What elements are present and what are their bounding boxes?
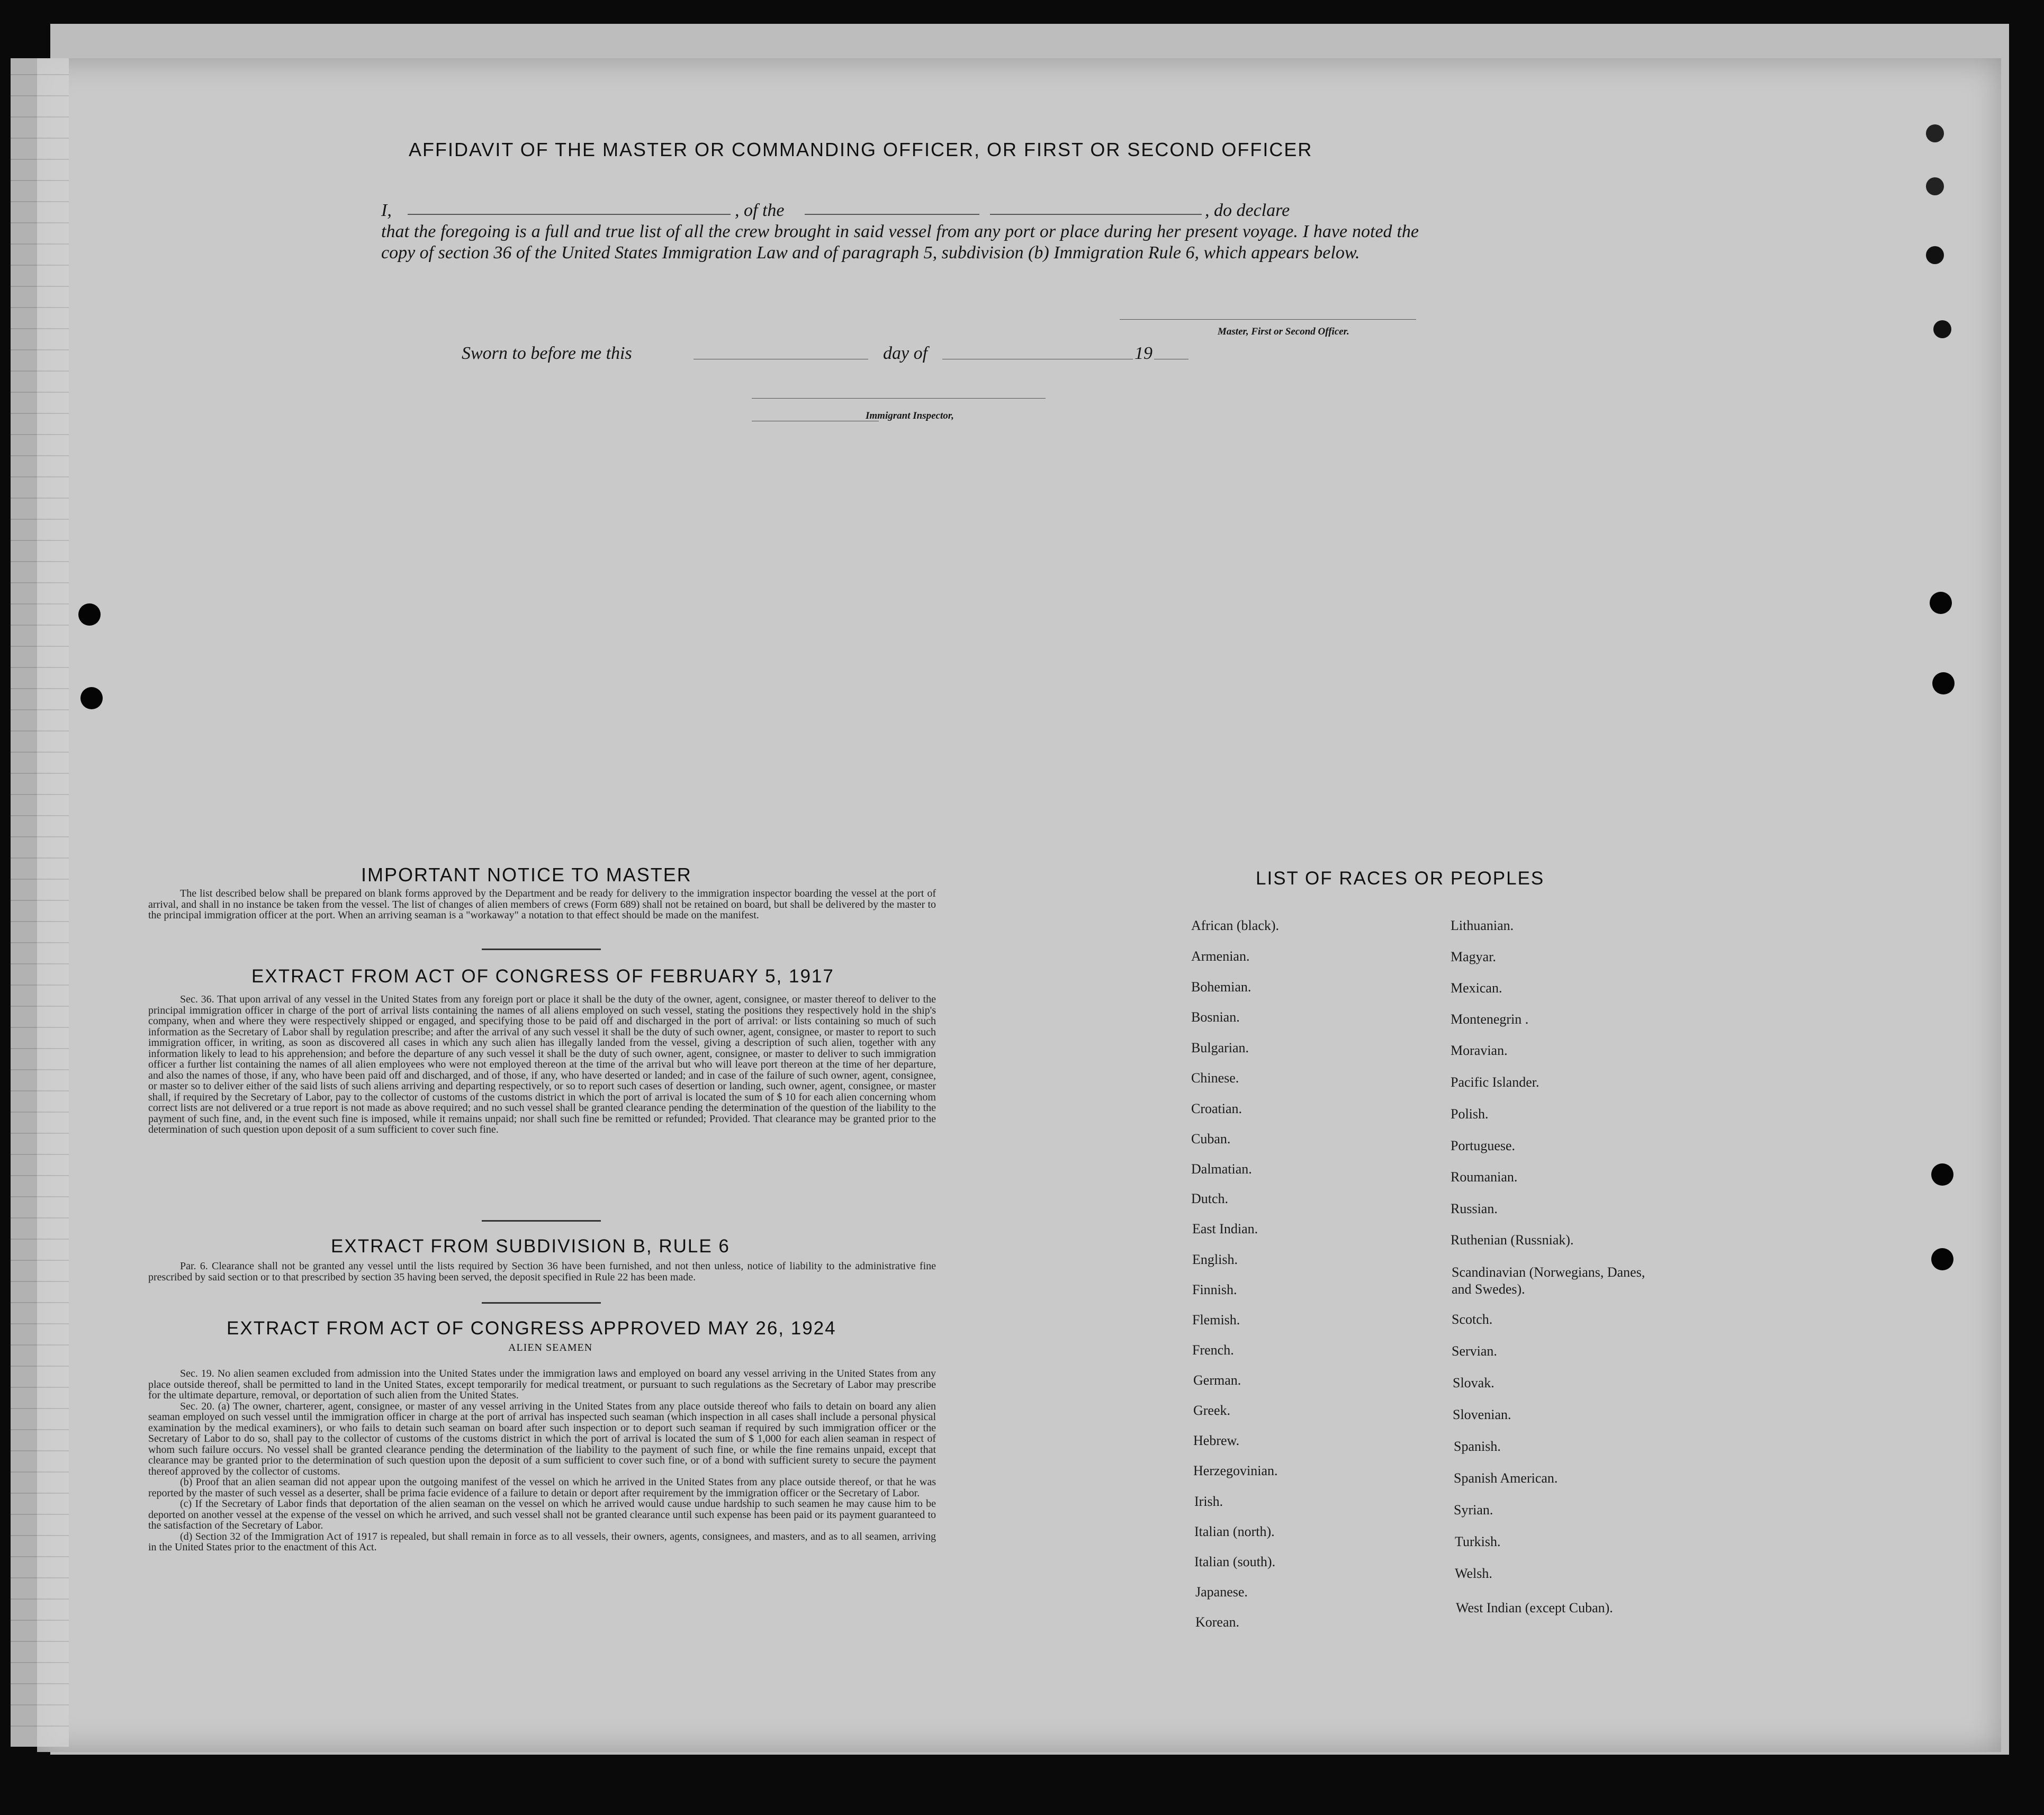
race-item: Japanese. xyxy=(1195,1584,1248,1600)
extract-1917-title: EXTRACT FROM ACT OF CONGRESS OF FEBRUARY 5, 1917 xyxy=(251,966,834,987)
punch-hole-icon xyxy=(1932,672,1955,694)
subdivision-b-title: EXTRACT FROM SUBDIVISION B, RULE 6 xyxy=(331,1236,730,1257)
race-item: Armenian. xyxy=(1191,949,1250,964)
race-item: Montenegrin . xyxy=(1451,1012,1529,1027)
race-item: Dalmatian. xyxy=(1191,1161,1252,1177)
race-item: Ruthenian (Russniak). xyxy=(1451,1232,1574,1248)
extract-1924-title: EXTRACT FROM ACT OF CONGRESS APPROVED MAY 26, 1924 xyxy=(227,1318,836,1339)
punch-hole-icon xyxy=(1926,246,1944,264)
punch-hole-icon xyxy=(1930,592,1952,614)
inspector-signature-field[interactable] xyxy=(752,398,1046,399)
sworn-label: Sworn to before me this xyxy=(462,344,632,363)
race-item: Moravian. xyxy=(1451,1043,1508,1058)
races-title: LIST OF RACES OR PEOPLES xyxy=(1256,868,1545,889)
race-item: Dutch. xyxy=(1191,1191,1229,1206)
section-20c-paragraph: (c) If the Secretary of Labor finds that deportation of the alien seaman on the vessel on which he arrived would cause undue hardship to such seamen he may cause him to be deported on another vessel at the expense of the vessel on which he arrived, and such vessel shall not be granted clearance until such expense has been paid or its payment guaranteed to the satisfaction of the Secretary of Labor. xyxy=(148,1498,936,1531)
race-item: Servian. xyxy=(1452,1343,1497,1359)
affidavit-declaration xyxy=(381,200,1419,264)
race-item: Mexican. xyxy=(1451,980,1502,996)
subdivision-b-paragraph: Par. 6. Clearance shall not be granted any vessel until the lists required by Section 36 have been furnished, and not then unless, notice of liability to the administrative fine prescribed by said section or to that prescribed by section 35 having been served, the deposit specified in Rule 22 has been made. xyxy=(148,1260,936,1283)
notice-paragraph: The list described below shall be prepared on blank forms approved by the Department and be ready for delivery to the immigration inspector boarding the vessel at the port of arrival, and shall in no instance be taken from the vessel. The list of changes of alien members of crews (Form 689) shall not be retained on board, but shall be delivered by the master to the principal immigration officer at the port. When an arriving seaman is a "workaway" a notation to that effect should be made on the manifest. xyxy=(148,888,936,921)
race-item: Irish. xyxy=(1194,1494,1223,1509)
race-item: Lithuanian. xyxy=(1451,918,1514,933)
race-item: West Indian (except Cuban). xyxy=(1456,1600,1613,1615)
race-item: Italian (south). xyxy=(1194,1554,1276,1569)
race-item: Flemish. xyxy=(1192,1312,1240,1328)
inspector-caption: Immigrant Inspector, xyxy=(866,410,954,421)
race-item: Hebrew. xyxy=(1193,1433,1240,1448)
affidavit-body: that the foregoing is a full and true list of all the crew brought in said vessel from any port or place during her present voyage. I have noted the copy of section 36 of the United States Immigration Law and of paragraph 5, subdivision (b) Immigration Rule 6, which appears below. xyxy=(381,222,1419,263)
race-item: Greek. xyxy=(1193,1403,1231,1418)
race-item: Welsh. xyxy=(1455,1566,1492,1581)
race-item: Scandinavian (Norwegians, Danes, and Swedes). xyxy=(1452,1265,1645,1297)
race-item: Herzegovinian. xyxy=(1193,1463,1278,1478)
year-label: 19 xyxy=(1134,344,1152,363)
section-20d-paragraph: (d) Section 32 of the Immigration Act of 1917 is repealed, but shall remain in force as to all vessels, their owners, agents, consignees, and masters, and as to all seamen, arriving in the United States prior to the enactment of this Act. xyxy=(148,1530,936,1553)
race-item: Portuguese. xyxy=(1451,1138,1516,1153)
race-item: Spanish. xyxy=(1454,1439,1501,1454)
race-item: Croatian. xyxy=(1191,1101,1242,1116)
extract-1917-body xyxy=(148,994,936,1135)
race-item: East Indian. xyxy=(1192,1221,1258,1236)
ledger-strip xyxy=(11,58,69,1747)
punch-hole-icon xyxy=(1926,124,1944,142)
race-item: German. xyxy=(1193,1372,1241,1388)
master-signature-field[interactable] xyxy=(1120,319,1416,320)
punch-hole-icon xyxy=(1926,177,1944,195)
punch-hole-icon xyxy=(78,603,101,626)
extract-1924-body xyxy=(148,1368,936,1553)
race-item: Italian (north). xyxy=(1194,1524,1275,1539)
race-item: English. xyxy=(1192,1252,1238,1267)
race-item: Magyar. xyxy=(1451,949,1496,964)
subdivision-b-body xyxy=(148,1261,936,1283)
extract-1917-paragraph: Sec. 36. That upon arrival of any vessel in the United States from any foreign port or place it shall be the duty of the owner, agent, consignee, or master thereof to deliver to the principal immigration officer in charge of the port of arrival lists containing the names of all aliens employed on such vessel, stating the positions they respectively hold in the ship's company, when and where they were respectively shipped or engaged, and specifying those to be paid off and discharged in the port of arrival: or lists containing so much of such information as the Secretary of Labor shall by regulation prescribe; and after the arrival of any such vessel it shall be the duty of such owner, agent, consignee, or master to report to such immigration officer, in writing, as soon as discovered all cases in which any such alien has illegally landed from the vessel, giving a description of such alien, together with any information likely to lead to his apprehension; and before the departure of any such vessel it shall be the duty of such owner, agent, consignee, or master to deliver to such immigration officer a further list containing the names of all alien employees who were not employed thereon at the time of the arrival but who will leave port thereon at the time of her departure, and also the names of those, if any, who have been paid off and discharged, and of those, if any, who have deserted or landed; and in case of the failure of such owner, agent, consignee, or master so to deliver either of the said lists of such aliens arriving and departing respectively, or so to report such cases of desertion or landing, such owner, agent, consignee, or master shall, if required by the Secretary of Labor, pay to the collector of customs of the customs district in which the port of arrival is located the sum of $ 10 for each alien concerning whom correct lists are not delivered or a true report is not made as above required; and no such vessel shall be granted clearance pending the determination of the question of the liability to the payment of such fine, and, in the event such fine is imposed, while it remains unpaid; nor shall such fine be remitted or refunded; Provided. That clearance may be granted prior to the determination of such question upon deposit of a sum sufficient to cover such fine. xyxy=(148,994,936,1135)
race-item: Slovenian. xyxy=(1453,1407,1511,1422)
of-the-label: , of the xyxy=(735,201,785,220)
section-20a-paragraph: Sec. 20. (a) The owner, charterer, agent, consignee, or master of any vessel arriving in the United States from any place outside thereof who fails to detain on board any alien seaman employed on such vessel until the immigration officer in charge at the port of arrival has inspected such seaman (which inspection in all cases shall include a personal physical examination by the medical examiners), or who fails to detain such seaman on board after such inspection or to deport such seaman if required by such immigration officer or the Secretary of Labor to do so, shall pay to the collector of customs of the customs district in which the port of arrival is located the sum of $ 1,000 for each alien seaman in respect of whom such failure occurs. No vessel shall be granted clearance pending the determination of the liability to the payment of such fine, or while the fine remains unpaid, except that clearance may be granted prior to the determination of such question upon the deposit of a sum sufficient to cover such fine, or of a bond with sufficient surety to secure the payment thereof approved by the collector of customs. xyxy=(148,1400,936,1477)
affidavit-title: AFFIDAVIT OF THE MASTER OR COMMANDING OFFICER, OR FIRST OR SECOND OFFICER xyxy=(409,139,1313,160)
race-item: Bohemian. xyxy=(1191,979,1251,995)
race-item: Chinese. xyxy=(1191,1070,1239,1086)
punch-hole-icon xyxy=(1931,1163,1953,1186)
punch-hole-icon xyxy=(80,687,103,709)
declarant-name-field[interactable] xyxy=(408,214,731,215)
race-item: African (black). xyxy=(1191,918,1280,933)
race-item: Bosnian. xyxy=(1191,1009,1240,1025)
race-item: Finnish. xyxy=(1192,1282,1237,1297)
race-item: Korean. xyxy=(1195,1614,1240,1630)
day-of-label: day of xyxy=(883,344,928,363)
race-item: Syrian. xyxy=(1454,1502,1493,1518)
master-caption: Master, First or Second Officer. xyxy=(1218,326,1349,337)
punch-hole-icon xyxy=(1931,1248,1953,1270)
notice-title: IMPORTANT NOTICE TO MASTER xyxy=(361,864,692,886)
extract-1924-subtitle: ALIEN SEAMEN xyxy=(508,1342,593,1353)
divider xyxy=(482,1220,601,1222)
race-item: Bulgarian. xyxy=(1191,1040,1249,1055)
declarant-label: I, xyxy=(381,201,392,220)
notice-body xyxy=(148,888,936,921)
vessel-name-field-2[interactable] xyxy=(990,214,1202,215)
punch-hole-icon xyxy=(1933,320,1951,338)
race-item: Scotch. xyxy=(1452,1312,1493,1327)
do-declare-label: , do declare xyxy=(1205,201,1290,220)
race-item: Russian. xyxy=(1451,1201,1498,1216)
race-item: French. xyxy=(1192,1342,1234,1358)
vessel-name-field[interactable] xyxy=(805,214,979,215)
race-item: Spanish American. xyxy=(1454,1470,1558,1486)
race-item: Turkish. xyxy=(1455,1534,1501,1549)
divider xyxy=(482,1302,601,1304)
section-19-paragraph: Sec. 19. No alien seamen excluded from admission into the United States under the immigration laws and employed on board any vessel arriving in the United States from any place outside thereof, shall be permitted to land in the United States, except temporarily for medical treatment, or pursuant to such regulations as the Secretary of Labor may prescribe for the ultimate departure, removal, or deportation of such alien from the United States. xyxy=(148,1368,936,1401)
race-item: Slovak. xyxy=(1453,1375,1494,1390)
section-20b-paragraph: (b) Proof that an alien seaman did not appear upon the outgoing manifest of the vessel on which he arrived in the United States from any place outside thereof, or that he was reported by the master of such vessel as a deserter, shall be prima facie evidence of a failure to detain or deport after requirement by the immigration officer or the Secretary of Labor. xyxy=(148,1476,936,1499)
race-item: Polish. xyxy=(1451,1106,1489,1122)
race-item: Pacific Islander. xyxy=(1451,1074,1539,1090)
race-item: Roumanian. xyxy=(1451,1169,1518,1185)
divider xyxy=(482,949,601,950)
race-item: Cuban. xyxy=(1191,1131,1231,1146)
